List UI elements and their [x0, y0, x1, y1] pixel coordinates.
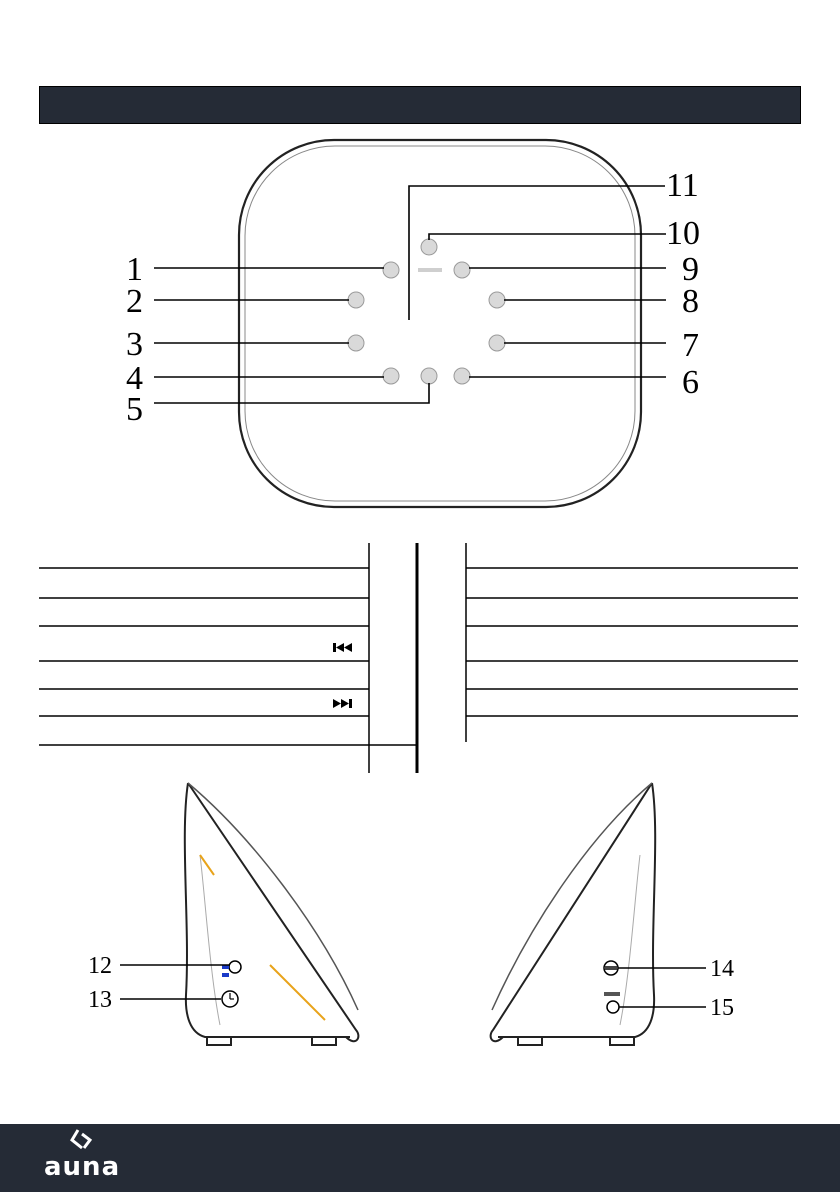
device-outline-outer: [239, 140, 641, 507]
callout-9: 9: [682, 251, 699, 288]
callout-3: 3: [126, 326, 143, 363]
leader-10: [429, 234, 666, 240]
button-2: [348, 292, 364, 308]
button-6: [454, 368, 470, 384]
button-1: [383, 262, 399, 278]
button-4: [383, 368, 399, 384]
right-side-view: [491, 783, 656, 1045]
callout-15: 15: [710, 995, 734, 1021]
aux-port-12: [222, 961, 241, 977]
callout-1: 1: [126, 251, 143, 288]
auna-logo-text: auna: [44, 1152, 121, 1182]
button-9: [454, 262, 470, 278]
left-side-view: [185, 783, 359, 1045]
clock-button-13: [222, 991, 238, 1007]
dc-power-port-15: [604, 992, 620, 1013]
button-3: [348, 335, 364, 351]
function-table-grid: [0, 535, 840, 775]
device-top-view-diagram: [0, 0, 840, 520]
footer-bar: [0, 1124, 840, 1192]
previous-track-icon: [333, 643, 352, 652]
usb-port-14: [604, 961, 618, 975]
callout-10: 10: [666, 215, 700, 252]
button-7: [489, 335, 505, 351]
button-10: [421, 239, 437, 255]
device-side-views-diagram: [0, 775, 840, 1095]
callout-12: 12: [88, 953, 112, 979]
callout-8: 8: [682, 283, 699, 320]
indicator-strip: [418, 268, 442, 272]
device-outline-inner: [245, 146, 635, 501]
leader-5: [154, 383, 429, 403]
callout-11: 11: [666, 167, 699, 204]
callout-14: 14: [710, 956, 734, 982]
callout-13: 13: [88, 987, 112, 1013]
button-5: [421, 368, 437, 384]
callout-2: 2: [126, 283, 143, 320]
button-8: [489, 292, 505, 308]
callout-7: 7: [682, 327, 699, 364]
next-track-icon: [333, 699, 352, 708]
callout-4: 4: [126, 360, 143, 397]
auna-logo-icon: [70, 1128, 96, 1152]
callout-5: 5: [126, 391, 143, 428]
callout-6: 6: [682, 364, 699, 401]
